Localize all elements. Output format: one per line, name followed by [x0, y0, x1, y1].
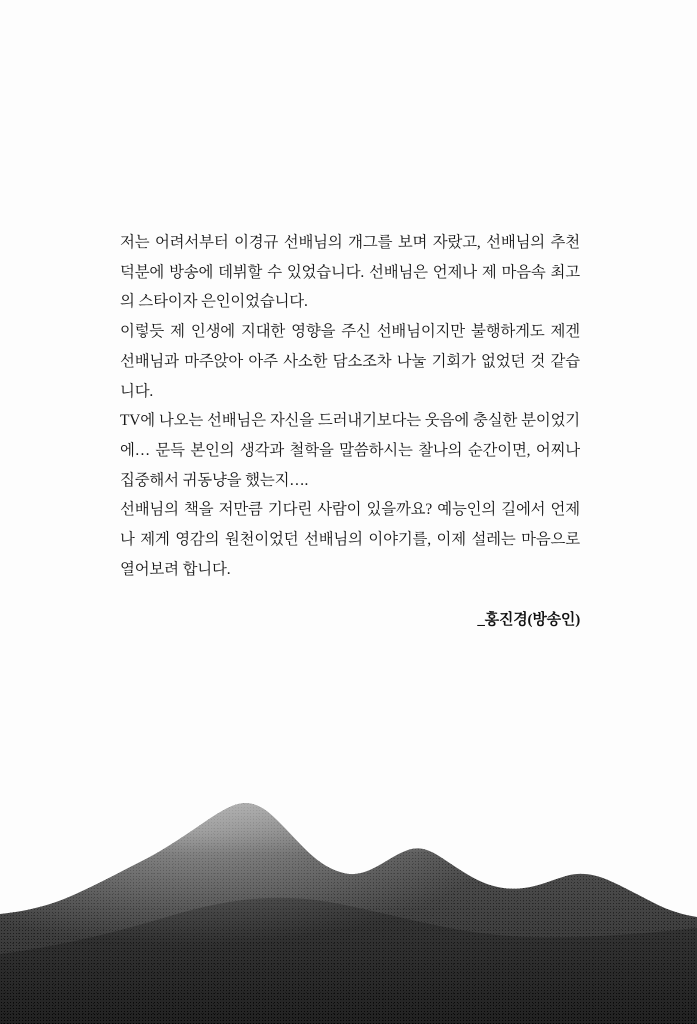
testimonial-paragraph-3: TV에 나오는 선배님은 자신을 드러내기보다는 웃음에 충실한 분이었기에… 문득 본인의 생각과 철학을 말씀하시는 찰나의 순간이면, 어찌나 집중해서 귀동냥을 했는지….: [120, 412, 580, 489]
mountain-illustration: [0, 764, 697, 1024]
testimonial-text-block: [120, 228, 580, 585]
testimonial-signature: _홍진경(방송인): [477, 612, 580, 628]
mountain-silhouette-icon: [0, 764, 697, 1024]
testimonial-paragraph-2: 이렇듯 제 인생에 지대한 영향을 주신 선배님이지만 불행하게도 제겐 선배님과 마주앉아 아주 사소한 담소조차 나눌 기회가 없었던 것 같습니다.: [120, 323, 580, 400]
testimonial-paragraph-4: 선배님의 책을 저만큼 기다린 사람이 있을까요? 예능인의 길에서 언제나 제게 영감의 원천이었던 선배님의 이야기를, 이제 설레는 마음으로 열어보려 합니다.: [120, 501, 580, 578]
testimonial-paragraph-1: 저는 어려서부터 이경규 선배님의 개그를 보며 자랐고, 선배님의 추천 덕분에 방송에 데뷔할 수 있었습니다. 선배님은 언제나 제 마음속 최고의 스타이자 은인이었습니다.: [120, 234, 580, 311]
